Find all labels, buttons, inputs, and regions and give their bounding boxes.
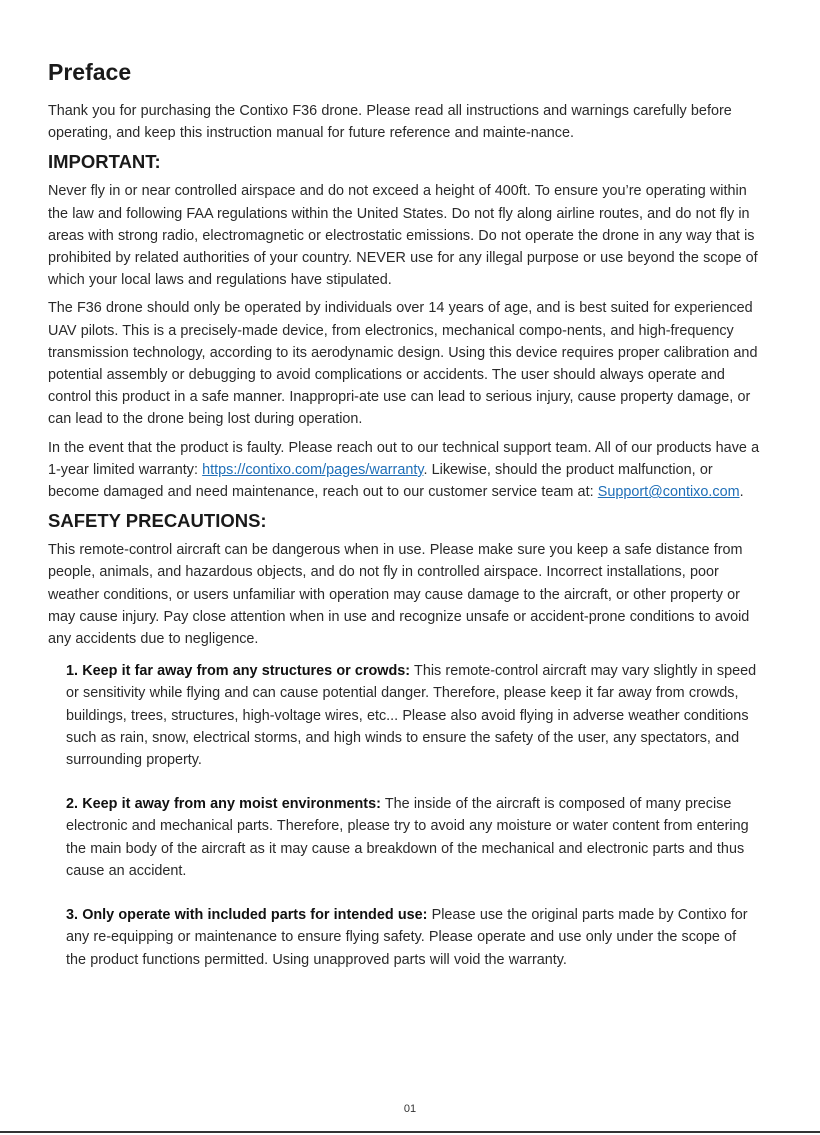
important-paragraph-age: The F36 drone should only be operated by individuals over 14 years of age, and is best suited for experienced UAV pilots. This is a precisely-made device, from electronics, mechanical compo-nents, and high-frequency transmission technology, according to its aerodynamic design. Using this device requires proper calibration and potential assembly or debugging to avoid complications or accidents. The user should always operate and control this product in a safe manner. Inappropri-ate use can lead to serious injury, cause property damage, or can lead to the drone being lost during operation. xyxy=(48,300,758,428)
bottom-divider xyxy=(0,1131,820,1133)
safety-item-parts xyxy=(66,904,760,971)
safety-list xyxy=(66,660,760,970)
safety-item-structures xyxy=(66,660,760,771)
support-text-3: . xyxy=(739,484,744,501)
safety-item-title: 1. Keep it far away from any structures or crowds: xyxy=(66,663,411,680)
support-text-2: . Likewise, should the product malfunction, or become damaged and need maintenance, reach out to our customer service team at: xyxy=(48,461,713,501)
page-number: 01 xyxy=(403,1103,417,1115)
support-text-1: In the event that the product is faulty. Please reach out to our technical support team. All of our products have a 1-year limited warranty: xyxy=(48,439,760,478)
safety-item-title: 3. Only operate with included parts for intended use: xyxy=(66,907,428,924)
support-email-link[interactable]: Support@contixo.com xyxy=(597,484,740,501)
important-paragraph-airspace: Never fly in or near controlled airspace and do not exceed a height of 400ft. To ensure you’re operating within the law and following FAA regulations within the United States. Do not fly along airline routes, and do not fly in areas with strong radio, electromagnetic or electrostatic emissions. Do not operate the drone in any way that is prohibited by related authorities of your country. NEVER use for any illegal purpose or use beyond the scope of which your local laws and regulations have stipulated. xyxy=(48,183,758,289)
warranty-link[interactable]: https://contixo.com/pages/warranty xyxy=(202,461,424,478)
preface-text: Thank you for purchasing the Contixo F36 drone. Please read all instructions and warnings carefully before operating, and keep this instruction manual for future reference and mainte-nance. xyxy=(48,103,732,142)
safety-item-title: 2. Keep it away from any moist environments: xyxy=(66,796,381,813)
important-paragraph-support xyxy=(48,437,760,504)
safety-heading: SAFETY PRECAUTIONS: xyxy=(48,510,267,532)
important-heading: IMPORTANT: xyxy=(48,151,161,173)
preface-title: Preface xyxy=(48,59,132,85)
safety-item-text: The inside of the aircraft is composed of many precise electronic and mechanical parts. Therefore, please try to avoid any moisture or water content from entering the main body of the aircraft as it may cause a breakdown of the mechanical and electronic parts and thus cause an accident. xyxy=(66,796,749,879)
safety-intro: This remote-control aircraft can be dangerous when in use. Please make sure you keep a safe distance from people, animals, and hazardous objects, and do not fly in controlled airspace. Incorrect installations, poor weather conditions, or users unfamiliar with operation may cause damage to the aircraft, or other property or may cause injury. Pay close attention when in use and recognize unsafe or accident-prone conditions to avoid any accidents due to negligence. xyxy=(48,542,750,648)
safety-item-text: Please use the original parts made by Contixo for any re-equipping or maintenance to ensure flying safety. Please operate and use only under the scope of the product functions permitted. Using unapproved parts will void the warranty. xyxy=(66,907,748,968)
manual-page xyxy=(48,58,760,993)
safety-item-moisture xyxy=(66,793,760,882)
safety-item-text: This remote-control aircraft may vary slightly in speed or sensitivity while flying and can cause potential danger. Therefore, please keep it far away from crowds, buildings, trees, structures, high-voltage wires, etc... Please also avoid flying in adverse weather conditions such as rain, snow, electrical storms, and high winds to ensure the safety of the user, any spectators, and surrounding property. xyxy=(66,663,757,769)
